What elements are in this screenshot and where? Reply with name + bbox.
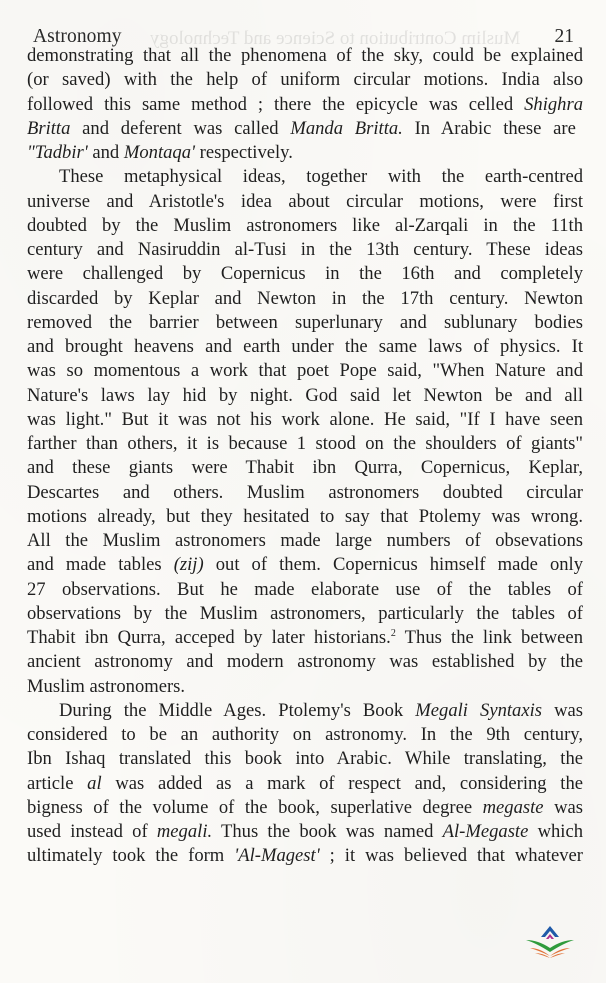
text-line	[27, 699, 583, 723]
bleed-through-text: Muslim Contribution to Science and Technology	[150, 28, 521, 49]
running-head: Astronomy	[33, 26, 122, 47]
text-line	[27, 844, 583, 868]
text-segment: universe and Aristotle's idea about circular motions, were first	[27, 190, 583, 212]
text-segment: discarded by Keplar and Newton in the 17th century. Newton	[27, 287, 583, 309]
text-line	[27, 602, 583, 626]
text-segment: Thus the book was named	[212, 821, 443, 842]
text-line	[27, 190, 583, 214]
text-segment: and these giants were Thabit ibn Qurra, Copernicus, Keplar,	[27, 457, 583, 479]
text-line	[27, 432, 583, 456]
text-segment: farther than others, it is because 1 stood on the shoulders of giants"	[27, 433, 583, 454]
text-segment: 27 observations. But he made elaborate use of the tables of	[27, 578, 583, 600]
logo-orange-leaf-left-2	[535, 953, 550, 958]
text-segment: and deferent was called	[70, 117, 291, 139]
text-line	[27, 165, 583, 189]
text-segment: Thabit ibn Qurra, acceped by later historians.	[27, 627, 391, 648]
text-segment: Ibn Ishaq translated this book into Arabic. While translating, the	[27, 748, 583, 770]
text-line	[27, 262, 583, 286]
text-line	[27, 44, 583, 68]
text-segment: motions already, but they hesitated to say that Ptolemy was wrong.	[27, 505, 583, 527]
text-line	[27, 747, 583, 771]
text-segment: was so momentous a work that poet Pope said, "When Nature and	[27, 360, 583, 382]
italic-term: Al-Megaste	[442, 821, 529, 842]
text-line	[27, 384, 583, 408]
text-segment: respectively.	[195, 142, 293, 163]
text-segment: considered to be an authority on astronomy. In the 9th century,	[27, 724, 583, 745]
text-segment: Thus the link between	[395, 627, 583, 648]
text-segment: bigness of the volume of the book, superlative degree	[27, 796, 483, 818]
text-line	[27, 675, 583, 699]
text-segment: removed the barrier between superlunary and sublunary bodies	[27, 311, 583, 333]
text-segment: demonstrating that all the phenomena of the sky, could be explained	[27, 45, 583, 66]
text-line	[27, 141, 583, 165]
italic-term: Megali Syntaxis	[415, 699, 542, 721]
text-segment: and	[87, 142, 124, 163]
text-line	[27, 335, 583, 359]
text-segment: were challenged by Copernicus in the 16th and completely	[27, 263, 583, 285]
text-line	[27, 820, 583, 844]
text-segment: Nature's laws lay hid by night. God said let Newton be and all	[27, 384, 583, 406]
text-segment: was added as a mark of respect and, considering the	[101, 772, 583, 794]
text-line	[27, 723, 583, 747]
text-line	[27, 359, 583, 383]
text-line	[27, 117, 583, 141]
text-segment: article	[27, 772, 88, 794]
text-segment: Descartes and others. Muslim astronomers doubted circular	[27, 481, 583, 503]
text-line	[27, 408, 583, 432]
italic-term: Shighra	[524, 93, 583, 115]
italic-term: "Tadbir'	[27, 142, 88, 163]
text-line	[27, 456, 583, 480]
text-segment: During the Middle Ages. Ptolemy's Book	[59, 699, 416, 721]
text-line	[27, 287, 583, 311]
text-segment: These metaphysical ideas, together with the earth-centred	[59, 166, 583, 188]
text-segment: doubted by the Muslim astronomers like al-Zarqali in the 11th	[27, 214, 583, 236]
text-segment: All the Muslim astronomers made large numbers of obsevations	[27, 530, 583, 551]
text-segment: and brought heavens and earth under the same laws of physics. It	[27, 336, 583, 357]
italic-term: Montaqa'	[123, 142, 195, 163]
text-segment: (or saved) with the help of uniform circular motions. India also	[27, 69, 583, 91]
text-segment: ancient astronomy and modern astronomy was established by the	[27, 651, 583, 673]
italic-term: 'Al-Magest'	[234, 845, 320, 867]
text-line	[27, 214, 583, 238]
page-number: 21	[554, 26, 574, 47]
text-segment: observations by the Muslim astronomers, particularly the tables of	[27, 602, 583, 624]
text-segment: was light." But it was not his work alone. He said, "If I have seen	[27, 408, 583, 430]
body-text	[27, 44, 583, 869]
text-line	[27, 481, 583, 505]
logo-orange-leaf-right-2	[550, 953, 565, 958]
text-line	[27, 796, 583, 820]
text-segment: was	[542, 699, 583, 721]
text-segment: was	[543, 796, 583, 818]
logo-magenta-chevron	[546, 934, 554, 939]
text-line	[27, 93, 583, 117]
text-line	[27, 626, 583, 650]
text-line	[27, 578, 583, 602]
text-line	[27, 505, 583, 529]
text-segment: out of them. Copernicus himself made only	[203, 554, 583, 576]
text-line	[27, 772, 583, 796]
text-segment: ; it was believed that whatever	[319, 845, 584, 867]
text-segment: followed this same method ; there the epicycle was celled	[27, 93, 525, 115]
text-segment: and made tables	[27, 554, 174, 576]
text-line	[27, 311, 583, 335]
text-line	[27, 650, 583, 674]
text-segment: century and Nasiruddin al-Tusi in the 13th century. These ideas	[27, 239, 583, 260]
text-segment: which	[528, 821, 584, 842]
italic-term: Britta	[27, 117, 71, 139]
italic-term: al	[87, 772, 102, 794]
text-segment: Muslim astronomers.	[27, 675, 186, 697]
publisher-logo-icon	[522, 924, 578, 960]
text-segment: In Arabic these are	[402, 117, 576, 139]
logo-green-wings	[526, 940, 574, 952]
text-line	[27, 238, 583, 262]
italic-term: megaste	[482, 796, 544, 818]
italic-term: (zij)	[173, 554, 204, 576]
text-segment: used instead of	[27, 821, 157, 842]
italic-term: Manda Britta.	[290, 117, 403, 139]
text-segment: ultimately took the form	[27, 845, 235, 867]
italic-term: megali.	[156, 821, 213, 842]
text-line	[27, 529, 583, 553]
text-line	[27, 553, 583, 577]
footnote-marker: 2	[390, 628, 396, 639]
text-line	[27, 68, 583, 92]
